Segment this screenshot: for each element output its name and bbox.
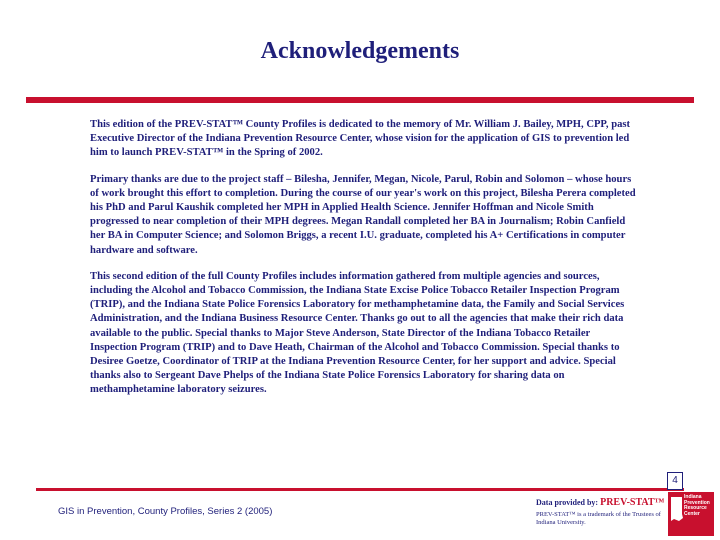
paragraph-dedication: This edition of the PREV-STAT™ County Profiles is dedicated to the memory of Mr. William J. Bailey, MPH, CPP, past Executive Director of the Indiana Prevention Resource Center, whose vision for the application of GIS to prevention led him to launch PREV-STAT™ in the Spring of 2002. (90, 119, 631, 159)
iprc-logo (668, 492, 714, 536)
page-title: Acknowledgements (260, 38, 460, 64)
footer-divider (36, 488, 684, 491)
title-divider (26, 97, 694, 103)
body-text (90, 118, 636, 410)
paragraph-agency-thanks: This second edition of the full County Profiles includes information gathered from multiple agencies and sources, including the Alcohol and Tobacco Commission, the Indiana State Excise Police Tobacco Retailer Inspection Program (TRIP), and the Indiana State Police Forensics Laboratory for methamphetamine data, the Family and Social Services Administration, and the Indiana Business Resource Center. Thanks go out to all the agencies that make their rich data available to the public. Special thanks to Major Steve Anderson, State Director of the Indiana Tobacco Retailer Inspection Program (TRIP) and to Dave Heath, Chairman of the Alcohol and Tobacco Commission. Special thanks to Desiree Goetze, Coordinator of TRIP at the Indiana Prevention Resource Center, for her support and advice. Special thanks also to Sergeant Dave Phelps of the Indiana State Police Forensics Laboratory for sharing data on methamphetamine laboratory seizures. (90, 270, 625, 396)
credit-line (536, 497, 666, 508)
trademark-notice: PREV-STAT™ is a trademark of the Trustees of Indiana University. (536, 511, 661, 526)
page-number: 4 (667, 472, 683, 490)
series-label: GIS in Prevention, County Profiles, Series 2 (2005) (58, 506, 273, 517)
data-credit (536, 497, 666, 527)
credit-prefix: Data provided by: (536, 498, 599, 507)
indiana-state-icon (670, 496, 684, 522)
paragraph-staff-thanks: Primary thanks are due to the project staff – Bilesha, Jennifer, Megan, Nicole, Parul, Robin and Solomon – whose hours of work brought this effort to completion. During the course of our year's work on this project, Bilesha Perera completed his PhD and Parul Kaushik completed her MPH in Applied Health Science. Jennifer Hoffman and Nicole Smith progressed to near completion of their MPH degrees. Megan Randall completed her BA in Journalism; Robin Canfield her BA in Computer Science; and Solomon Briggs, a recent I.U. graduate, completed his A+ Certifications in computer hardware and software. (90, 173, 636, 256)
credit-brand: PREV-STAT™ (600, 497, 665, 508)
logo-text: Indiana Prevention Resource Center (684, 494, 710, 517)
